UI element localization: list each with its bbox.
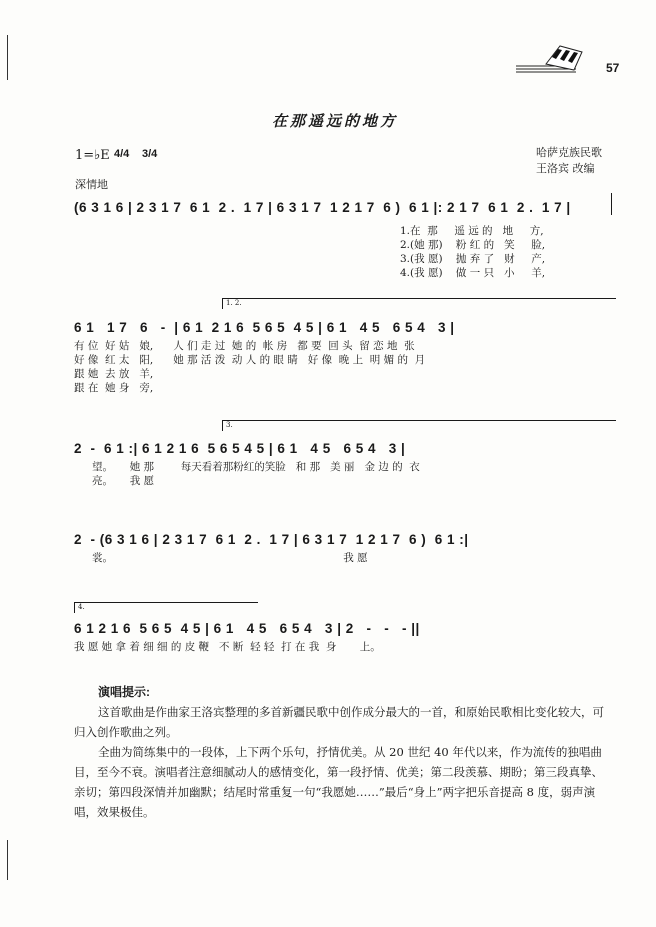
volta-bracket: 3. [222, 420, 616, 431]
song-title: 在那遥远的地方 [272, 112, 399, 130]
notes-paragraph-2: 全曲为简练集中的一段体，上下两个乐句，抒情优美。从 20 世纪 40 年代以来，作为流传的独唱曲目，至今不衰。演唱者注意细腻动人的感情变化，第一段抒情、优美；第二段羡慕、期盼；第三段真挚、亲切；第四段深情并加幽默；结尾时常重复一句“我愿她……”最后“身上”两字把乐音提高 8 度，弱声演唱，效果极佳。 [74, 745, 603, 819]
barline [611, 193, 612, 215]
time-signature-a: 4/4 [114, 148, 130, 160]
page-number: 57 [606, 61, 620, 75]
tempo-marking: 深情地 [75, 178, 108, 191]
credit-arranger: 王洛宾 改编 [536, 162, 595, 175]
lyric-line: 2.(她 那) 粉 红 的 笑 脸, [400, 239, 546, 251]
notes-heading: 演唱提示: [98, 685, 150, 699]
score-system-5-notes: 6 1 2 1 6 5 6 5 4 5 | 6 1 4 5 6 5 4 3 | 2 - - - || [74, 621, 420, 636]
notes-paragraph-1: 这首歌曲是作曲家王洛宾整理的多首新疆民歌中创作成分最大的一首，和原始民歌相比变化较大，可归入创作歌曲之列。 [74, 705, 604, 739]
volta-bracket: 4. [74, 602, 258, 613]
lyric-line: 望。 她 那 每天看着那粉红的笑脸 和 那 美 丽 金 边 的 衣 [92, 461, 420, 473]
volta-bracket: 1. 2. [222, 298, 616, 309]
lyric-line: 裳。 我 愿 [92, 552, 368, 564]
lyric-line: 有 位 好 姑 娘, 人 们 走 过 她 的 帐 房 都 要 回 头 留 恋 地 张 [74, 340, 415, 352]
key-signature: 1=♭E [75, 148, 110, 163]
score-system-2-notes: 6 1 1 7 6 - | 6 1 2 1 6 5 6 5 4 5 | 6 1 4 5 6 5 4 3 | [74, 320, 455, 335]
margin-line-bottom [7, 840, 8, 880]
lyric-line: 我 愿 她 拿 着 细 细 的 皮 鞭 不 断 轻 轻 打 在 我 身 上。 [74, 641, 381, 653]
score-system-1-notes: (6 3 1 6 | 2 3 1 7 6 1 2 . 1 7 | 6 3 1 7 1 2 1 7 6 ) 6 1 |: 2 1 7 6 1 2 . 1 7 | [74, 200, 571, 215]
credit-origin: 哈萨克族民歌 [536, 146, 602, 159]
lyric-line: 3.(我 愿) 抛 弃 了 财 产, [400, 253, 546, 265]
lyric-line: 跟 她 去 放 羊, [74, 368, 154, 380]
lyric-line: 1.在 那 遥 远 的 地 方, [400, 225, 544, 237]
score-system-4-notes: 2 - (6 3 1 6 | 2 3 1 7 6 1 2 . 1 7 | 6 3 1 7 1 2 1 7 6 ) 6 1 :| [74, 532, 469, 547]
margin-line-top [7, 35, 8, 80]
lyric-line: 4.(我 愿) 做 一 只 小 羊, [400, 267, 546, 279]
lyric-line: 好 像 红 太 阳, 她 那 活 泼 动 人 的 眼 睛 好 像 晚 上 明 媚 的 月 [74, 354, 426, 366]
time-signature-b: 3/4 [142, 148, 158, 160]
lyric-line: 亮。 我 愿 [92, 475, 155, 487]
score-system-3-notes: 2 - 6 1 :| 6 1 2 1 6 5 6 5 4 5 | 6 1 4 5 6 5 4 3 | [74, 441, 406, 456]
piano-keys-icon [516, 42, 596, 76]
lyric-line: 跟 在 她 身 旁, [74, 382, 154, 394]
